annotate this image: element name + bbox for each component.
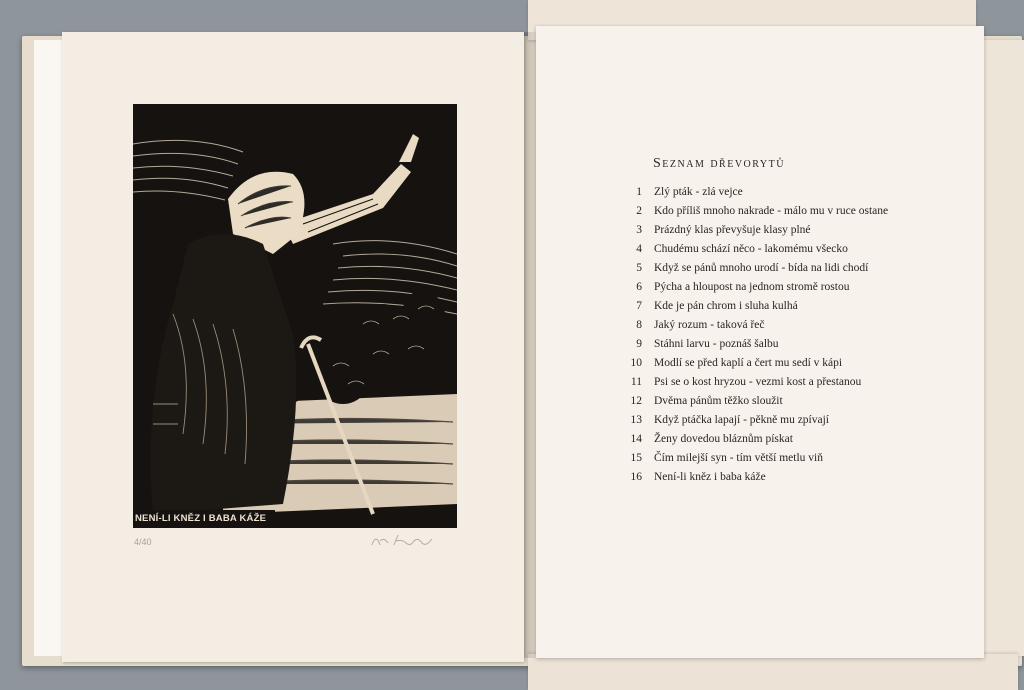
toc-item-title: Když ptáčka lapají - pěkně mu zpívají (654, 413, 829, 426)
toc-item-number: 16 (630, 470, 642, 483)
toc-item-number: 2 (636, 204, 642, 217)
toc-item (620, 410, 950, 429)
toc-item (620, 334, 950, 353)
toc-item-number: 14 (630, 432, 642, 445)
edition-number: 4/40 (134, 537, 152, 547)
toc-item (620, 296, 950, 315)
toc-item-number: 12 (630, 394, 642, 407)
toc-item-title: Chudému schází něco - lakomému všecko (654, 242, 848, 255)
toc-item (620, 353, 950, 372)
toc-item-number: 1 (636, 185, 642, 198)
toc-item-number: 13 (630, 413, 642, 426)
woodcut-image (133, 104, 457, 528)
toc-item-title: Ženy dovedou bláznům pískat (654, 432, 793, 445)
woodcut-print (133, 104, 457, 528)
toc-item-number: 10 (630, 356, 642, 369)
folder-right-edge (980, 40, 1024, 656)
toc-item-number: 5 (636, 261, 642, 274)
toc-item-title: Když se pánů mnoho urodí - bída na lidi chodí (654, 261, 869, 274)
toc-item-number: 3 (636, 223, 642, 236)
toc-item (620, 372, 950, 391)
toc-item (620, 277, 950, 296)
toc-item (620, 182, 950, 201)
toc-item-title: Není-li kněz i baba káže (654, 470, 766, 483)
toc-list (620, 182, 950, 486)
toc-item-title: Pýcha a hloupost na jednom stromě rostou (654, 280, 850, 293)
toc-item-number: 4 (636, 242, 642, 255)
toc-item (620, 429, 950, 448)
toc-item-title: Jaký rozum - taková řeč (654, 318, 765, 331)
toc-item-number: 8 (636, 318, 642, 331)
toc-item-title: Kde je pán chrom i sluha kulhá (654, 299, 798, 312)
toc-item (620, 201, 950, 220)
toc-item (620, 258, 950, 277)
toc-item-number: 9 (636, 337, 642, 350)
toc-item-number: 11 (630, 375, 642, 388)
toc-item-title: Čím milejší syn - tím větší metlu viň (654, 451, 823, 464)
toc-item (620, 467, 950, 486)
toc-item-title: Prázdný klas převyšuje klasy plné (654, 223, 811, 236)
toc-item-title: Modlí se před kaplí a čert mu sedí v kápi (654, 356, 843, 369)
toc-item-title: Dvěma pánům těžko sloužit (654, 394, 783, 407)
toc-item (620, 391, 950, 410)
artist-signature (368, 531, 438, 551)
toc-item-title: Stáhni larvu - poznáš šalbu (654, 337, 779, 350)
toc-item (620, 315, 950, 334)
toc-item-number: 15 (630, 451, 642, 464)
toc-item-number: 6 (636, 280, 642, 293)
toc-item-number: 7 (636, 299, 642, 312)
toc-item (620, 220, 950, 239)
toc-item-title: Psi se o kost hryzou - vezmi kost a přestanou (654, 375, 862, 388)
toc-item-title: Zlý pták - zlá vejce (654, 185, 743, 198)
print-title: NENÍ-LI KNĚZ I BABA KÁŽE (133, 510, 275, 528)
toc-heading: Seznam dřevorytů (653, 156, 785, 171)
folder-flap-bottom (528, 654, 1018, 690)
toc-item (620, 448, 950, 467)
toc-item (620, 239, 950, 258)
toc-item-title: Kdo příliš mnoho nakrade - málo mu v ruce ostane (654, 204, 889, 217)
